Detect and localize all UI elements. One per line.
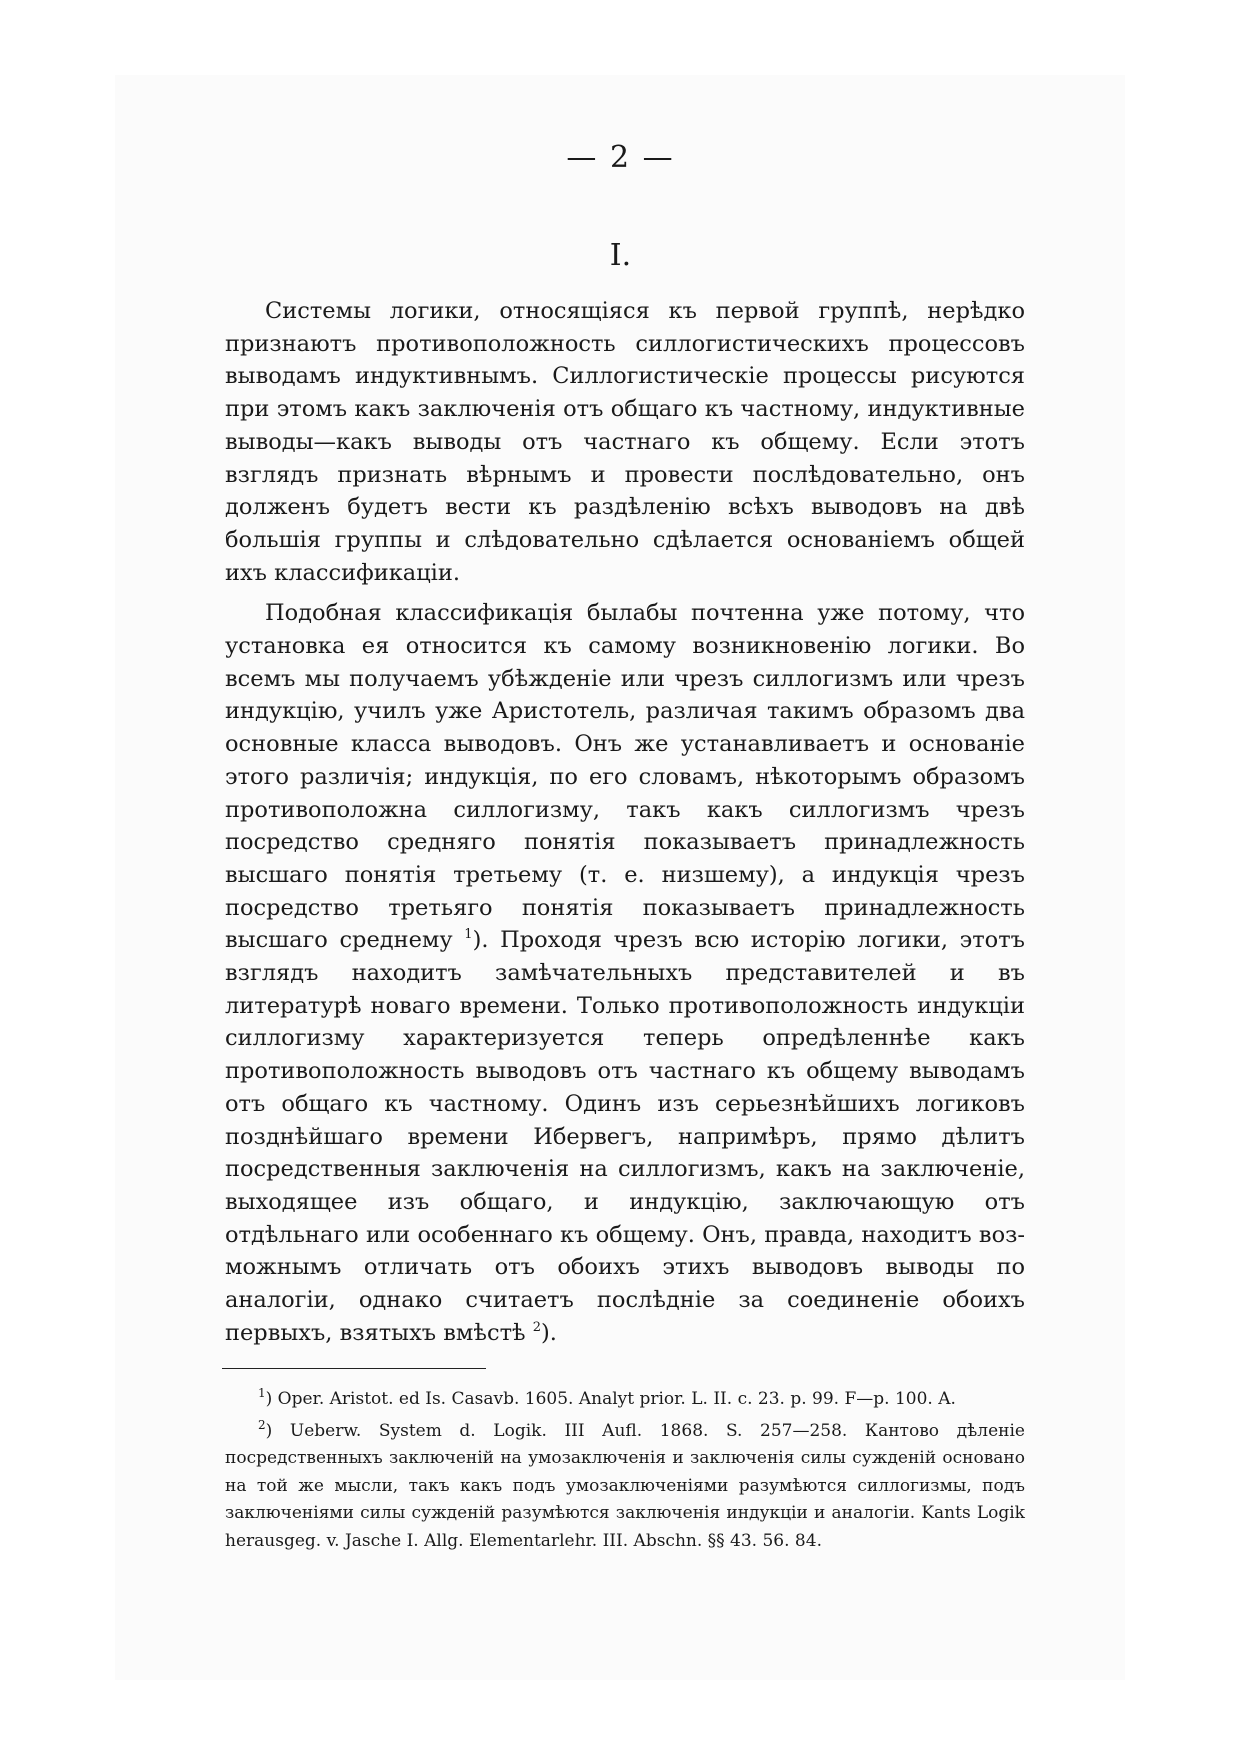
- page-number: — 2 —: [566, 140, 675, 175]
- paragraph-2: [225, 597, 1025, 1349]
- paragraph-2-part-b: ). Проходя чрезъ всю исторію логики, этотъ взглядъ находитъ замѣчательныхъ представителей и въ литературѣ новаго времени. Только противоположность индукціи силлогизму характеризуется теперь опредѣленнѣе какъ противоположность выводовъ отъ частнаго къ общему выводамъ отъ общаго къ частному. Одинъ изъ серьезнѣйшихъ логиковъ позднѣйшаго времени Ибервегъ, напримѣръ, прямо дѣлитъ посредственныя заключенія на силлогизмъ, какъ на заключеніе, выходящее изъ общаго, и индукцію, заключающую отъ отдѣльнаго или особеннаго къ общему. Онъ, правда, находитъ возможнымъ отличать отъ обоихъ этихъ выводовъ выводы по аналогіи, однако считаетъ послѣдніе за соединеніе обоихъ первыхъ, взятыхъ вмѣстѣ: [225, 927, 1025, 1346]
- footnote-separator: [222, 1368, 486, 1369]
- footnote-2-mark: 2: [258, 1417, 266, 1432]
- footnote-1-mark: 1: [258, 1386, 266, 1400]
- paragraph-1: Системы логики, относящіяся къ первой группѣ, нерѣдко признаютъ противоположность силлогистическихъ процессовъ выводамъ индуктивнымъ. Силлогистическіе процессы рисуются при этомъ какъ заключенія отъ общаго къ частному, индуктивные выводы—какъ выводы отъ частнаго къ общему. Если этотъ взглядъ признать вѣрнымъ и провести послѣдовательно, онъ долженъ будетъ вести къ раздѣленію всѣхъ выводовъ на двѣ большія группы и слѣдовательно сдѣлается основаніемъ общей ихъ классификаціи.: [225, 298, 1025, 586]
- main-text: [225, 295, 1025, 1350]
- footnote-2-text: ) Ueberw. System d. Logik. III Aufl. 1868. S. 257—258. Кантово дѣленіе посредственныхъ заключеній на умозаключенія и заключенія силы сужденій основано на той же мысли, такъ какъ подъ умозаключеніями разумѣются силлогизмы, подъ заключеніями силы сужденій разумѣются заключенія индукціи и аналогіи. Kants Logik herausgeg. v. Jasche I. Allg. Elementarlehr. III. Abschn. §§ 43. 56. 84.: [225, 1420, 1025, 1551]
- footnote-2: [225, 1418, 1025, 1556]
- footnotes: [225, 1386, 1025, 1556]
- footnote-1: [225, 1386, 1025, 1414]
- paragraph-2-part-c: ).: [541, 1319, 557, 1346]
- footnote-reference-2: 2: [532, 1319, 542, 1335]
- footnote-1-text: ) Oper. Aristot. ed Is. Casavb. 1605. Analyt prior. L. II. c. 23. p. 99. F—p. 100. A.: [265, 1389, 956, 1409]
- paragraph-2-part-a: Подобная классификація былабы почтенна уже потому, что установка ея относится къ самому возникновенію логики. Во всемъ мы получаемъ убѣжденіе или чрезъ силлогизмъ или чрезъ индукцію, училъ уже Аристотель, различая такимъ образомъ два основные класса выводовъ. Онъ же устанавливаетъ и основаніе этого различія; индукція, по его словамъ, нѣкоторымъ образомъ противоположна силлогизму, такъ какъ силлогизмъ чрезъ посредство средняго понятія показываетъ принадлежность высшаго понятія третьему (т. е. низшему), а индукція чрезъ посредство третьяго понятія показываетъ принадлежность высшаго среднему: [225, 600, 1025, 954]
- section-heading: I.: [609, 238, 632, 273]
- footnote-reference-1: 1: [464, 927, 473, 943]
